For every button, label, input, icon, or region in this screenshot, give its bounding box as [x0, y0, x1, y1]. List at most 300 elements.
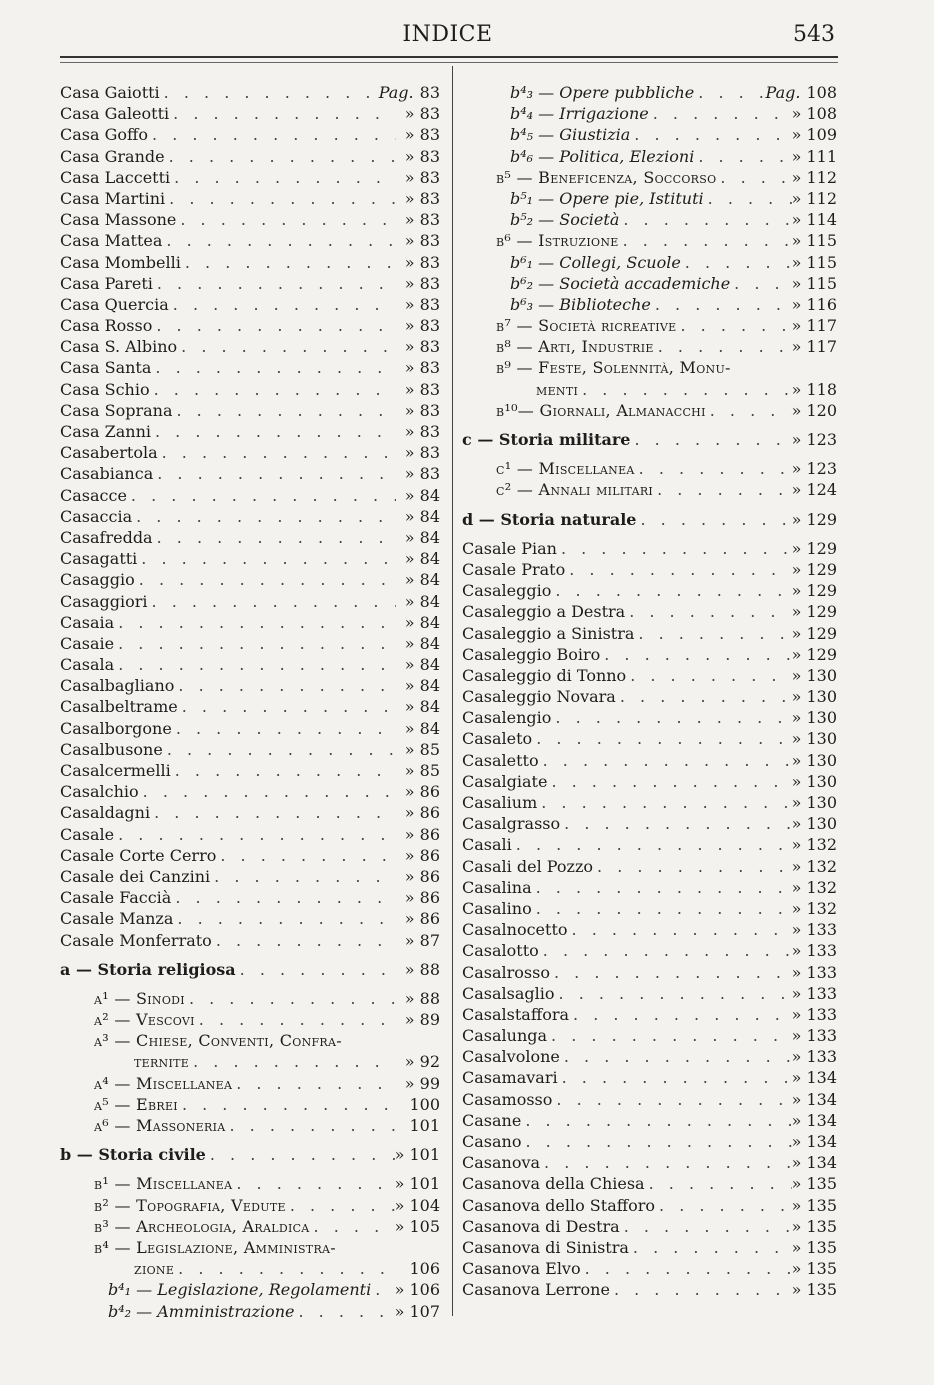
page-ref: » 83: [404, 464, 440, 484]
entry-title: Casabianca: [60, 464, 154, 484]
leader-dots: [593, 856, 792, 877]
page-ref: » 89: [404, 1010, 440, 1030]
entry-page: [396, 866, 440, 887]
leader-dots: [148, 124, 396, 145]
index-entry: [462, 429, 837, 450]
page-ref: » 83: [404, 337, 440, 357]
index-entry: [462, 686, 837, 707]
entry-page: [792, 103, 837, 124]
entry-title: Casalborgone: [60, 718, 172, 738]
entry-page: [395, 1301, 440, 1322]
index-entry: [462, 458, 837, 479]
leader-dots: [151, 357, 396, 378]
leader-dots: [216, 845, 396, 866]
index-entry: [462, 1237, 837, 1258]
leader-dots: [174, 1258, 396, 1279]
entry-page: [396, 336, 440, 357]
entry-title: Casale Manza: [60, 909, 174, 929]
leader-dots: [704, 188, 792, 209]
entry-title: Casa Martini: [60, 188, 166, 208]
leader-dots: [160, 82, 379, 103]
leader-dots: [552, 1089, 791, 1110]
entry-page: [396, 315, 440, 336]
leader-dots: [532, 877, 792, 898]
page-ref: » 129: [791, 602, 837, 622]
page-ref: » 115: [791, 273, 837, 293]
spacer: [462, 421, 837, 429]
entry-title: Casa Mattea: [60, 231, 163, 251]
page-ref: » 133: [791, 920, 837, 940]
entry-title: menti: [536, 379, 579, 399]
entry-title: Casale Faccià: [60, 888, 172, 908]
leader-dots: [171, 760, 396, 781]
page-ref: » 84: [404, 718, 440, 738]
entry-page: [379, 82, 440, 103]
page-ref: » 130: [791, 750, 837, 770]
entry-title: a⁶ — Massoneria: [94, 1116, 226, 1135]
leader-dots: [212, 930, 396, 951]
entry-page: [792, 919, 837, 940]
page-ref: » 134: [791, 1132, 837, 1151]
entry-title: Casanova: [462, 1153, 541, 1173]
index-entry: [462, 580, 837, 601]
leader-dots: [676, 315, 791, 336]
leader-dots: [512, 834, 792, 855]
page-ref: » 92: [404, 1052, 440, 1072]
index-entry: [462, 601, 837, 622]
index-entry: [462, 273, 837, 294]
index-entry: [462, 834, 837, 855]
entry-page: [792, 601, 837, 622]
entry-title: b⁴₅ — Giustizia: [510, 125, 631, 145]
entry-title: Casaleggio: [462, 581, 552, 601]
leader-dots: [173, 908, 396, 929]
index-entry: [496, 379, 837, 400]
index-entry: [462, 750, 837, 771]
entry-page: [792, 479, 837, 500]
index-entry: [60, 866, 440, 887]
page-ref: » 85: [404, 761, 440, 780]
leader-dots: [174, 675, 396, 696]
entry-title: b⁵ — Beneficenza, Soccorso: [496, 167, 717, 187]
entry-page: [396, 485, 440, 506]
index-entry: [60, 1115, 440, 1136]
index-entry: [60, 675, 440, 696]
entry-page: [792, 1025, 837, 1046]
leader-dots: [177, 336, 396, 357]
leader-dots: [550, 962, 792, 983]
page-ref: 83: [419, 83, 440, 102]
entry-page: [792, 856, 837, 877]
index-entry: [60, 527, 440, 548]
entry-title: Casagatti: [60, 549, 138, 569]
index-entry: [60, 696, 440, 717]
index-entry: [60, 188, 440, 209]
leader-dots: [152, 315, 396, 336]
page-ref: 108: [806, 83, 837, 102]
page-ref: » 130: [791, 814, 837, 834]
leader-dots: [310, 1216, 395, 1237]
leader-dots: [371, 1279, 394, 1300]
index-entry: [60, 760, 440, 781]
page-ref: » 86: [404, 888, 440, 908]
index-entry: [462, 792, 837, 813]
page-ref: » 83: [404, 379, 440, 399]
index-entry: [60, 273, 440, 294]
leader-dots: [114, 633, 396, 654]
entry-title: Casalina: [462, 877, 532, 897]
entry-title: Casa Rosso: [60, 316, 153, 336]
leader-dots: [653, 479, 792, 500]
entry-title: b⁶ — Istruzione: [496, 231, 619, 251]
index-entry: [462, 919, 837, 940]
leader-dots: [581, 1258, 792, 1279]
entry-title: b⁹ — Feste, Solennità, Monu-: [496, 358, 731, 378]
entry-title: Casalcermelli: [60, 761, 171, 780]
index-entry: [462, 877, 837, 898]
index-entry: [60, 357, 440, 378]
leader-dots: [172, 400, 396, 421]
leader-dots: [649, 103, 792, 124]
entry-page: [396, 675, 440, 696]
leader-dots: [651, 294, 792, 315]
entry-title: b⁶₁ — Collegi, Scuole: [510, 252, 681, 272]
entry-page: [396, 188, 440, 209]
page-ref: » 83: [404, 316, 440, 336]
entry-title: Casanova di Destra: [462, 1216, 620, 1236]
entry-page: [792, 1131, 837, 1152]
index-entry: [60, 548, 440, 569]
index-entry: [60, 1009, 440, 1030]
entry-title: a² — Vescovi: [94, 1010, 195, 1030]
leader-dots: [568, 919, 792, 940]
index-entry: [60, 463, 440, 484]
page-ref: » 84: [404, 549, 440, 569]
page-ref: » 132: [791, 856, 837, 876]
leader-dots: [557, 538, 792, 559]
leader-dots: [532, 728, 791, 749]
leader-dots: [153, 527, 396, 548]
entry-page: [792, 458, 837, 479]
page-ref: » 84: [404, 655, 440, 675]
leader-dots: [625, 601, 791, 622]
page-ref: » 135: [791, 1280, 837, 1300]
entry-title: b² — Topografia, Vedute: [94, 1195, 286, 1215]
leader-dots: [163, 739, 396, 760]
entry-page: [766, 82, 837, 103]
entry-title: Casali del Pozzo: [462, 856, 594, 876]
entry-page: [396, 802, 440, 823]
page-ref: » 86: [404, 866, 440, 886]
entry-page: [792, 1110, 837, 1131]
entry-title: d — Storia naturale: [462, 509, 637, 529]
entry-title: Casano: [462, 1132, 522, 1151]
index-entry: [94, 1258, 440, 1279]
index-entry: [462, 559, 837, 580]
page-ref: » 86: [404, 824, 440, 844]
entry-title: Casa Schio: [60, 379, 150, 399]
index-entry: [60, 1301, 440, 1322]
index-entry: [60, 802, 440, 823]
page-ref: » 120: [791, 400, 837, 420]
page-ref: » 112: [791, 167, 837, 187]
page-ref: » 135: [791, 1216, 837, 1236]
leader-dots: [600, 644, 791, 665]
index-entry: [60, 654, 440, 675]
entry-title: Casane: [462, 1110, 522, 1130]
leader-dots: [189, 1051, 396, 1072]
entry-page: [792, 273, 837, 294]
entry-page: [792, 1004, 837, 1025]
entry-title: Casaie: [60, 633, 115, 653]
entry-title: b⁴₆ — Politica, Elezioni: [510, 146, 695, 166]
leader-dots: [195, 1009, 396, 1030]
page-ref: » 132: [791, 898, 837, 918]
page-ref: » 134: [791, 1153, 837, 1173]
entry-title: Casale: [60, 824, 115, 844]
leader-dots: [558, 1067, 792, 1088]
index-entry: [60, 252, 440, 273]
entry-title: Casamosso: [462, 1089, 553, 1109]
index-entry: [60, 887, 440, 908]
entry-title: ternite: [134, 1052, 190, 1072]
leader-dots: [150, 802, 396, 823]
entry-title: Casale Pian: [462, 538, 557, 558]
leader-dots: [169, 103, 396, 124]
entry-page: [396, 760, 440, 781]
entry-page: [792, 623, 837, 644]
leader-dots: [681, 252, 792, 273]
entry-page: [792, 1258, 837, 1279]
leader-dots: [626, 665, 791, 686]
index-entry: [60, 1279, 440, 1300]
entry-title: c² — Annali militari: [496, 480, 654, 500]
page-ref: » 83: [404, 231, 440, 251]
entry-page: [396, 1073, 440, 1094]
page-ref: » 133: [791, 1047, 837, 1067]
entry-title: Casalbeltrame: [60, 697, 178, 717]
entry-page: [396, 824, 440, 845]
leader-dots: [170, 167, 396, 188]
entry-title: Casala: [60, 655, 115, 675]
entry-page: [395, 1144, 440, 1165]
leader-dots: [630, 429, 791, 450]
entry-page: [792, 146, 837, 167]
entry-page: [396, 959, 440, 980]
index-entry: [462, 813, 837, 834]
leader-dots: [178, 1094, 396, 1115]
entry-page: [792, 686, 837, 707]
leader-dots: [645, 1173, 792, 1194]
leader-dots: [153, 273, 396, 294]
leader-dots: [132, 506, 396, 527]
entry-page: [396, 442, 440, 463]
index-entry: [60, 442, 440, 463]
page-ref: » 129: [791, 559, 837, 579]
entry-page: [792, 644, 837, 665]
index-entry: [60, 230, 440, 251]
entry-page: [792, 813, 837, 834]
leader-dots: [185, 988, 396, 1009]
entry-page: [792, 124, 837, 145]
entry-title: Casaleggio a Destra: [462, 602, 626, 622]
leader-dots: [232, 1073, 396, 1094]
page-ref: » 101: [394, 1145, 440, 1165]
index-entry: [462, 103, 837, 124]
index-entry: [462, 1173, 837, 1194]
index-entry: [60, 1094, 440, 1115]
entry-page: [792, 707, 837, 728]
index-entry: [462, 728, 837, 749]
entry-title: Casalbusone: [60, 739, 163, 759]
index-entry: [60, 485, 440, 506]
entry-page: [396, 930, 440, 951]
column-separator: [452, 66, 453, 1316]
entry-page: [792, 1195, 837, 1216]
page-ref: » 84: [404, 697, 440, 717]
entry-title: zione: [134, 1259, 175, 1279]
entry-title: a⁴ — Miscellanea: [94, 1073, 233, 1093]
entry-page: [792, 940, 837, 961]
entry-title: Casaleggio di Tonno: [462, 665, 627, 685]
index-entry: [60, 124, 440, 145]
entry-page: [792, 1279, 837, 1300]
entry-page: [396, 988, 440, 1009]
entry-title: Casanova dello Stafforo: [462, 1195, 656, 1215]
leader-dots: [578, 379, 791, 400]
index-entry: [462, 1110, 837, 1131]
index-entry: [60, 82, 440, 103]
index-entry: [462, 336, 837, 357]
leader-dots: [148, 591, 396, 612]
index-entry: [60, 930, 440, 951]
entry-title: Casaleggio a Sinistra: [462, 623, 635, 643]
entry-line: [94, 1237, 440, 1258]
index-entry: [60, 959, 440, 980]
leader-dots: [169, 294, 396, 315]
index-entry: [462, 983, 837, 1004]
page-ref: » 83: [404, 443, 440, 463]
page-header: [60, 20, 835, 54]
page-ref: » 132: [791, 835, 837, 855]
index-entry: [60, 612, 440, 633]
index-entry: [462, 940, 837, 961]
index-entry: [462, 856, 837, 877]
index-entry: [462, 1195, 837, 1216]
page-ref: » 108: [791, 104, 837, 124]
index-entry: [462, 1089, 837, 1110]
entry-page: [396, 1009, 440, 1030]
page-ref: » 116: [791, 294, 837, 314]
entry-title: a⁵ — Ebrei: [94, 1094, 178, 1114]
index-entry: [462, 1046, 837, 1067]
index-entry: [60, 1073, 440, 1094]
entry-title: b⁴ — Legislazione, Amministra-: [94, 1237, 336, 1257]
entry-title: b⁴₃ — Opere pubbliche: [510, 83, 695, 102]
page-ref: » 86: [404, 845, 440, 865]
entry-page: [792, 509, 837, 530]
leader-dots: [619, 230, 792, 251]
spacer: [60, 980, 440, 988]
index-entry: [462, 400, 837, 421]
index-entry: [60, 824, 440, 845]
index-entry: [462, 252, 837, 273]
entry-title: b⁴₄ — Irrigazione: [510, 104, 649, 124]
page-ref: » 87: [404, 930, 440, 950]
page-ref: » 83: [404, 146, 440, 166]
index-entry: [462, 962, 837, 983]
index-entry: [60, 506, 440, 527]
entry-title: Casalgiate: [462, 771, 548, 791]
leader-dots: [521, 1131, 791, 1152]
entry-page: [395, 1195, 440, 1216]
spacer: [60, 1136, 440, 1144]
entry-title: c¹ — Miscellanea: [496, 459, 635, 479]
index-entry: [60, 633, 440, 654]
entry-title: Casalgrasso: [462, 814, 561, 834]
page-ref: » 104: [394, 1195, 440, 1215]
leader-dots: [630, 124, 791, 145]
spacer: [462, 530, 837, 538]
index-entry: [94, 1051, 440, 1072]
page-ref: » 83: [404, 294, 440, 314]
page-ref: » 134: [791, 1089, 837, 1109]
index-entry: [60, 845, 440, 866]
index-entry: [60, 1173, 440, 1194]
leader-dots: [171, 887, 396, 908]
entry-title: a¹ — Sinodi: [94, 988, 185, 1008]
index-entry: [60, 1195, 440, 1216]
entry-page: [396, 209, 440, 230]
leader-dots: [551, 580, 791, 601]
page-ref: » 83: [404, 400, 440, 420]
index-entry: [462, 1067, 837, 1088]
leader-dots: [114, 612, 396, 633]
entry-page: [792, 559, 837, 580]
page-ref: » 106: [394, 1280, 440, 1300]
leader-dots: [178, 696, 396, 717]
page-ref: » 133: [791, 941, 837, 961]
entry-page: [792, 400, 837, 421]
entry-page: [792, 379, 837, 400]
index-entry: [462, 1279, 837, 1300]
entry-page: [396, 887, 440, 908]
page-ref: » 130: [791, 708, 837, 728]
page-abbrev: Pag.: [378, 83, 414, 102]
index-entry: [462, 479, 837, 500]
leader-dots: [629, 1237, 792, 1258]
entry-title: Casaldagni: [60, 803, 151, 823]
index-entry: [462, 1216, 837, 1237]
leader-dots: [635, 458, 792, 479]
page-ref: » 129: [791, 509, 837, 529]
index-entry: [60, 569, 440, 590]
leader-dots: [165, 146, 396, 167]
page-ref: » 84: [404, 612, 440, 632]
entry-page: [396, 1051, 440, 1072]
index-entry: [60, 146, 440, 167]
page-ref: » 84: [404, 591, 440, 611]
leader-dots: [551, 707, 791, 728]
entry-title: Casaggiori: [60, 591, 148, 611]
entry-title: Casale Monferrato: [60, 930, 212, 950]
leader-dots: [114, 654, 396, 675]
leader-dots: [150, 379, 396, 400]
page-ref: » 84: [404, 676, 440, 696]
entry-title: Casalrosso: [462, 962, 550, 982]
index-entry: [60, 315, 440, 336]
entry-page: [792, 315, 837, 336]
